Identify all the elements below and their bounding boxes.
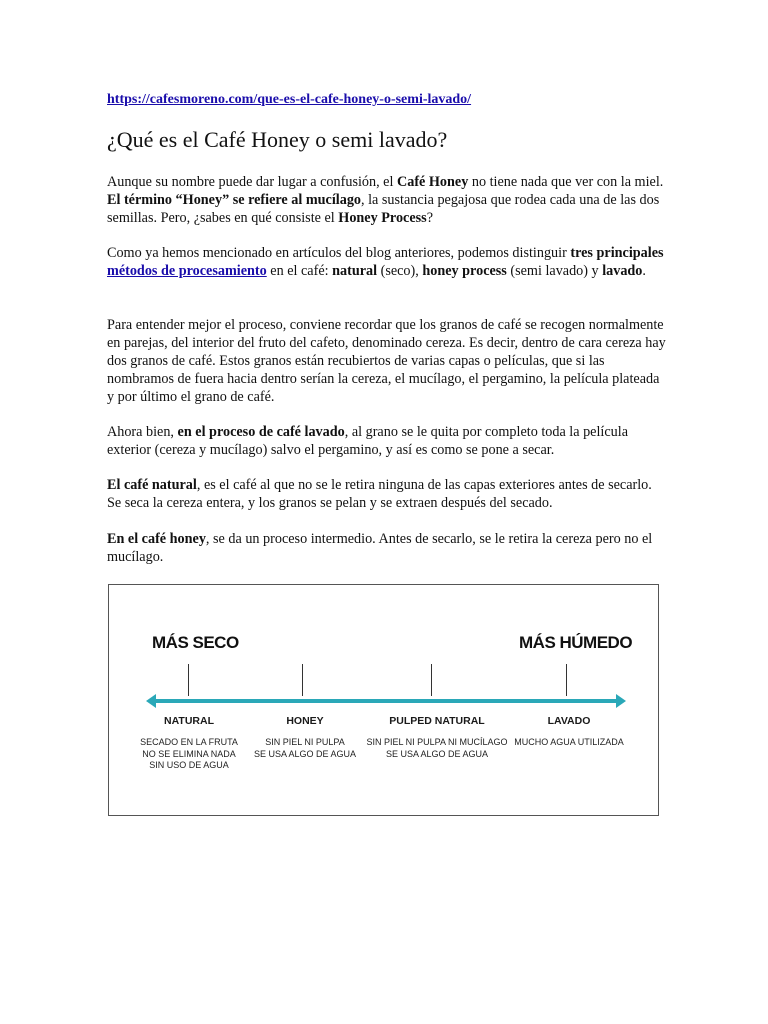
- stage-name: PULPED NATURAL: [389, 715, 485, 727]
- text: , al grano se le quita por completo toda la película exterior (cereza y mucílago) salvo el pergamino, y así es como se pone a secar.: [107, 424, 628, 458]
- paragraph-washed: [107, 423, 667, 459]
- wetter-label: MÁS HÚMEDO: [519, 633, 633, 652]
- bold-text: natural: [332, 263, 378, 279]
- bold-text: en el proceso de café lavado: [177, 424, 345, 440]
- paragraph-methods: [107, 244, 667, 280]
- bold-text: lavado: [602, 263, 643, 279]
- text: .: [642, 263, 646, 279]
- stage-pulped-natural: [362, 715, 512, 760]
- paragraph-natural: [107, 476, 667, 512]
- bold-text: En el café honey: [107, 531, 206, 547]
- bold-text: Café Honey: [396, 174, 469, 190]
- stage-description: SIN PIEL NI PULPA NI MUCÍLAGO SE USA ALGO DE AGUA: [366, 737, 508, 759]
- source-url-link[interactable]: https://cafesmoreno.com/que-es-el-cafe-honey-o-semi-lavado/: [107, 92, 472, 107]
- stage-description: SECADO EN LA FRUTA NO SE ELIMINA NADA SIN USO DE AGUA: [140, 737, 238, 770]
- scale-axis-line: [154, 699, 619, 703]
- bold-text: Honey Process: [338, 210, 427, 226]
- bold-text: El término “Honey” se refiere al mucílago: [107, 192, 362, 208]
- text: , es el café al que no se le retira ninguna de las capas exteriores antes de secarlo. Se seca la cereza entera, y los granos se pelan y se extraen después del secado.: [107, 477, 652, 511]
- stage-lavado: [494, 715, 644, 749]
- processing-methods-link[interactable]: métodos de procesamiento: [107, 263, 267, 279]
- arrow-right-icon: [616, 694, 626, 708]
- text: ?: [426, 210, 433, 226]
- text: , se da un proceso intermedio. Antes de secarlo, se le retira la cereza pero no el mucílago.: [107, 531, 653, 565]
- stage-name: HONEY: [286, 715, 324, 727]
- process-scale-figure: [108, 584, 659, 816]
- text: Aunque su nombre puede dar lugar a confusión, el: [107, 174, 397, 190]
- text: en el café:: [266, 263, 333, 279]
- stage-honey: [230, 715, 380, 760]
- tick-pulped-natural: [431, 664, 432, 696]
- text: Como ya hemos mencionado en artículos del blog anteriores, podemos distinguir: [107, 245, 571, 261]
- paragraph-layers: [107, 316, 667, 406]
- bold-text: honey process: [422, 263, 507, 279]
- drier-label: MÁS SECO: [152, 633, 239, 652]
- stage-description: SIN PIEL NI PULPA SE USA ALGO DE AGUA: [253, 737, 357, 759]
- text: (semi lavado) y: [506, 263, 603, 279]
- paragraph-honey: [107, 530, 667, 566]
- tick-lavado: [566, 664, 567, 696]
- paragraph-intro: [107, 173, 667, 227]
- stage-description: MUCHO AGUA UTILIZADA: [514, 737, 624, 747]
- text: , la sustancia pegajosa que rodea cada una de las dos semillas. Pero, ¿sabes en qué consiste el: [107, 192, 660, 226]
- stage-name: LAVADO: [547, 715, 591, 727]
- stage-name: NATURAL: [164, 715, 214, 727]
- text: Ahora bien,: [107, 424, 178, 440]
- tick-natural: [188, 664, 189, 696]
- text: no tiene nada que ver con la miel.: [468, 174, 664, 190]
- text: (seco),: [377, 263, 423, 279]
- bold-text: tres principales: [570, 245, 664, 261]
- page-title: ¿Qué es el Café Honey o semi lavado?: [107, 127, 448, 152]
- text: Para entender mejor el proceso, conviene recordar que los granos de café se recogen normalmente en parejas, del interior del fruto del cafeto, denominado cereza. Es decir, dentro de cara cereza hay dos granos de café. Estos granos están recubiertos de varias capas o películas, que si las nombramos de fuera hacia dentro serían la cereza, el mucílago, el pergamino, la película plateada y por último el grano de café.: [107, 317, 666, 405]
- arrow-left-icon: [146, 694, 156, 708]
- tick-honey: [302, 664, 303, 696]
- bold-text: El café natural: [107, 477, 197, 493]
